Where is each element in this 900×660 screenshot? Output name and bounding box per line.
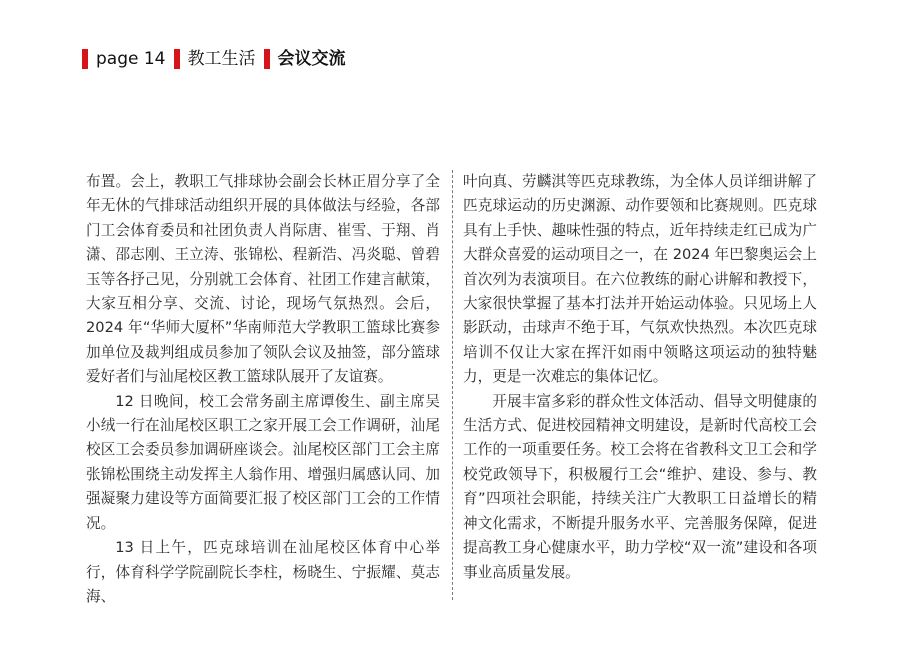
paragraph: 13 日上午，匹克球培训在汕尾校区体育中心举行，体育科学学院副院长李柱，杨晓生、宁振耀、莫志海、 <box>86 539 440 605</box>
right-column <box>463 170 817 585</box>
section-title: 教工生活 <box>187 49 256 69</box>
left-column <box>86 170 440 609</box>
topic-title: 会议交流 <box>277 49 346 69</box>
header-accent-bar <box>174 49 180 69</box>
header-accent-bar <box>264 49 270 69</box>
paragraph: 12 日晚间，校工会常务副主席谭俊生、副主席吴小绒一行在汕尾校区职工之家开展工会工作调研，汕尾校区工会委员参加调研座谈会。汕尾校区部门工会主席张锦松围绕主动发挥主人翁作用、增强归属感认同、加强凝聚力建设等方面简要汇报了校区部门工会的工作情况。 <box>86 392 440 532</box>
page-header <box>82 48 346 70</box>
header-accent-bar <box>82 49 88 69</box>
column-divider <box>452 170 453 600</box>
paragraph: 开展丰富多彩的群众性文体活动、倡导文明健康的生活方式、促进校园精神文明建设，是新时代高校工会工作的一项重要任务。校工会将在省教科文卫工会和学校党政领导下，积极履行工会“维护、建设、参与、教育”四项社会职能，持续关注广大教职工日益增长的精神文化需求，不断提升服务水平、完善服务保障，促进提高教工身心健康水平，助力学校“双一流”建设和各项事业高质量发展。 <box>463 392 817 581</box>
paragraph: 叶向真、劳麟淇等匹克球教练，为全体人员详细讲解了匹克球运动的历史渊源、动作要领和比赛规则。匹克球具有上手快、趣味性强的特点，近年持续走红已成为广大群众喜爱的运动项目之一，在 2024 年巴黎奥运会上首次列为表演项目。在六位教练的耐心讲解和教授下，大家很快掌握了基本打法并开始运动体验。只见场上人影跃动，击球声不绝于耳，气氛欢快热烈。本次匹克球培训不仅让大家在挥汗如雨中领略这项运动的独特魅力，更是一次难忘的集体记忆。 <box>463 173 817 386</box>
page-number: page 14 <box>96 49 166 69</box>
paragraph: 布置。会上，教职工气排球协会副会长林正眉分享了全年无休的气排球活动组织开展的具体做法与经验，各部门工会体育委员和社团负责人肖际唐、崔雪、于翔、肖潇、邵志刚、王立涛、张锦松、程新浩、冯炎聪、曾碧玉等各抒己见，分别就工会体育、社团工作建言献策，大家互相分享、交流、讨论，现场气氛热烈。会后，2024 年“华师大厦杯”华南师范大学教职工篮球比赛参加单位及裁判组成员参加了领队会议及抽签，部分篮球爱好者们与汕尾校区教工篮球队展开了友谊赛。 <box>86 173 440 386</box>
